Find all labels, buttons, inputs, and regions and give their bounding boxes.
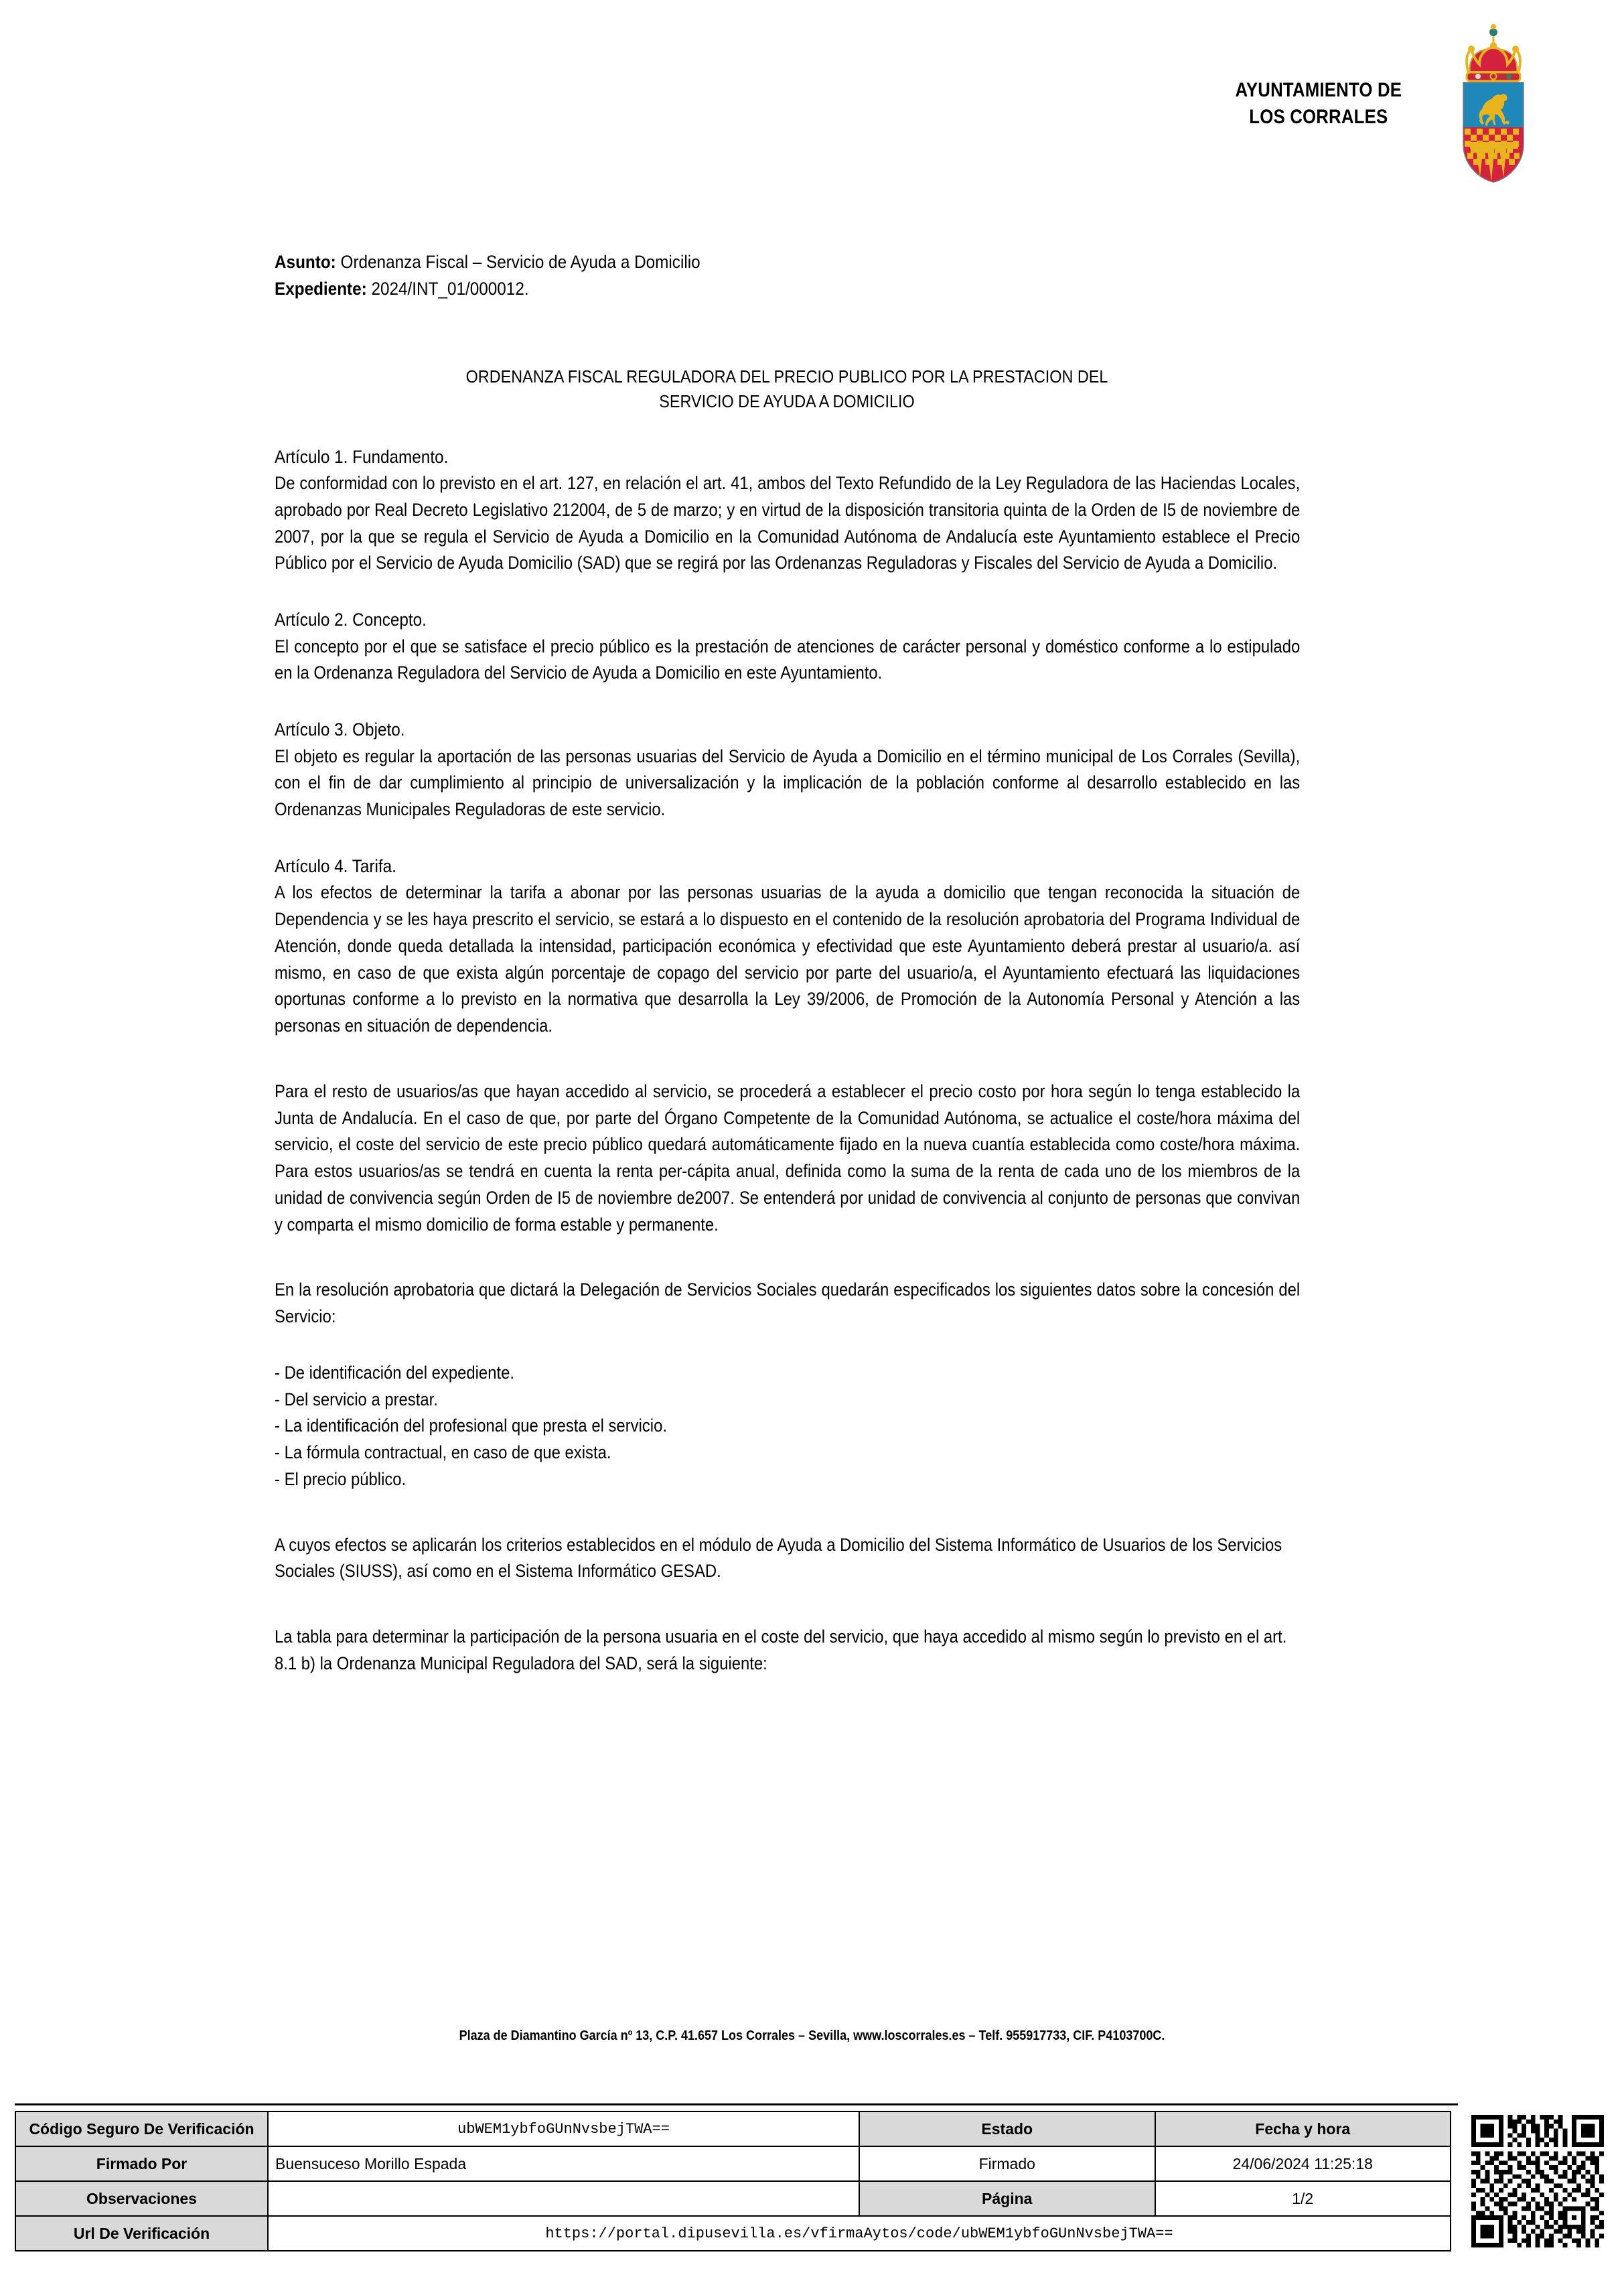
- article-1-heading: Artículo 1. Fundamento.: [275, 446, 449, 467]
- document-title-line-1: ORDENANZA FISCAL REGULADORA DEL PRECIO PUBLICO POR LA PRESTACION DEL: [465, 366, 1108, 387]
- article-2-body: El concepto por el que se satisface el precio público es la prestación de atenciones de carácter personal y doméstico conforme a lo estipulado en la Ordenanza Reguladora del Servicio de Ayuda a Domicilio en este Ayuntamiento.: [275, 636, 1301, 683]
- asunto-label: Asunto:: [275, 252, 336, 272]
- paragraph-criterios: A cuyos efectos se aplicarán los criterios establecidos en el módulo de Ayuda a Domicilio del Sistema Informático de Usuarios de los Servicios Sociales (SIUSS), así como en el Sistema Informático GESAD.: [275, 1534, 1282, 1582]
- coat-of-arms-icon: [1430, 20, 1557, 188]
- csv-value: ubWEM1ybfoGUnNvsbejTWA==: [268, 2111, 859, 2146]
- letterhead-text: [1235, 77, 1402, 131]
- table-row: [15, 2146, 1451, 2181]
- qr-code-icon: [1471, 2115, 1604, 2247]
- letterhead-line-2: LOS CORRALES: [1249, 106, 1388, 128]
- paragraph-resto-usuarios: Para el resto de usuarios/as que hayan accedido al servicio, se procederá a establecer el precio costo por hora según lo tenga establecido la Junta de Andalucía. En el caso de que, por parte del Órgano Competente de la Comunidad Autónoma, se actualice el coste/hora máxima del servicio, el coste del servicio de este precio público quedará automáticamente fijado en la nueva cuantía establecida como coste/hora máxima. Para estos usuarios/as se tendrá en cuenta la renta per-cápita anual, definida como la suma de la renta de cada uno de los miembros de la unidad de convivencia según Orden de I5 de noviembre de2007. Se entenderá por unidad de convivencia al conjunto de personas que convivan y comparta el mismo domicilio de forma estable y permanente.: [275, 1081, 1301, 1235]
- list-item: - El precio público.: [275, 1468, 407, 1489]
- expediente-value: 2024/INT_01/000012.: [366, 278, 529, 299]
- estado-header: Estado: [859, 2111, 1155, 2146]
- article-2-heading: Artículo 2. Concepto.: [275, 610, 427, 630]
- expediente-label: Expediente:: [275, 278, 367, 299]
- observaciones-label: Observaciones: [15, 2181, 268, 2216]
- estado-value: Firmado: [859, 2146, 1155, 2181]
- csv-label: Código Seguro De Verificación: [15, 2111, 268, 2146]
- table-row: [15, 2111, 1451, 2146]
- article-4-heading: Artículo 4. Tarifa.: [275, 855, 396, 876]
- article-4-body: A los efectos de determinar la tarifa a abonar por las personas usuarias de la ayuda a domicilio que tengan reconocida la situación de Dependencia y se les haya prescrito el servicio, se estará a lo dispuesto en el contenido de la resolución aprobatoria del Programa Individual de Atención, donde queda detallada la intensidad, participación económica y efectividad que este Ayuntamiento deberá prestar al usuario/a. así mismo, en caso de que exista algún porcentaje de copago del servicio por parte del usuario/a, el Ayuntamiento efectuará las liquidaciones oportunas conforme a lo previsto en la normativa que desarrolla la Ley 39/2006, de Promoción de la Autonomía Personal y Atención a las personas en situación de dependencia.: [275, 882, 1301, 1036]
- article-1-body: De conformidad con lo previsto en el art. 127, en relación el art. 41, ambos del Texto Refundido de la Ley Reguladora de las Haciendas Locales, aprobado por Real Decreto Legislativo 212004, de 5 de marzo; y en virtud de la disposición transitoria quinta de la Orden de I5 de noviembre de 2007, por la que se regula el Servicio de Ayuda a Domicilio en la Comunidad Autónoma de Andalucía este Ayuntamiento establece el Precio Público por el Servicio de Ayuda Domicilio (SAD) que se regirá por las Ordenanzas Reguladoras y Fiscales del Servicio de Ayuda a Domicilio.: [275, 473, 1301, 573]
- verification-block: [15, 2103, 1609, 2251]
- fecha-hora-header: Fecha y hora: [1155, 2111, 1451, 2146]
- expediente-line: [275, 276, 1197, 303]
- url-label: Url De Verificación: [15, 2216, 268, 2251]
- firmado-por-value: Buensuceso Morillo Espada: [268, 2146, 859, 2181]
- article-3-heading: Artículo 3. Objeto.: [275, 719, 405, 740]
- firmado-por-label: Firmado Por: [15, 2146, 268, 2181]
- service-data-list: [275, 1360, 1300, 1493]
- pagina-value: 1/2: [1155, 2181, 1451, 2216]
- asunto-line: [275, 249, 1197, 276]
- footer-address: Plaza de Diamantino García nº 13, C.P. 41.657 Los Corrales – Sevilla, www.loscorrales.es – Telf. 955917733, CIF. P4103700C.: [459, 2028, 1165, 2043]
- letterhead-line-1: AYUNTAMIENTO DE: [1235, 78, 1402, 101]
- list-item: - La fórmula contractual, en caso de que exista.: [275, 1442, 611, 1463]
- letterhead: [1208, 20, 1557, 188]
- list-item: - La identificación del profesional que presta el servicio.: [275, 1415, 667, 1436]
- article-3-body: El objeto es regular la aportación de las personas usuarias del Servicio de Ayuda a Domicilio en el término municipal de Los Corrales (Sevilla), con el fin de dar cumplimiento al principio de universalización y la implicación de la población conforme al desarrollo establecido en las Ordenanzas Municipales Reguladoras de este servicio.: [275, 746, 1301, 820]
- document-title: [326, 364, 1248, 414]
- table-row: [15, 2216, 1451, 2251]
- observaciones-value: [268, 2181, 859, 2216]
- paragraph-tabla-intro: La tabla para determinar la participación de la persona usuaria en el coste del servicio, que haya accedido al mismo según lo previsto en el art. 8.1 b) la Ordenanza Municipal Reguladora del SAD, será la siguiente:: [275, 1626, 1287, 1673]
- fecha-hora-value: 24/06/2024 11:25:18: [1155, 2146, 1451, 2181]
- list-item: - De identificación del expediente.: [275, 1362, 514, 1383]
- pagina-label: Página: [859, 2181, 1155, 2216]
- document-title-line-2: SERVICIO DE AYUDA A DOMICILIO: [659, 391, 915, 411]
- verification-divider: [15, 2103, 1458, 2105]
- paragraph-resolucion: En la resolución aprobatoria que dictará la Delegación de Servicios Sociales quedarán especificados los siguientes datos sobre la concesión del Servicio:: [275, 1279, 1301, 1327]
- list-item: - Del servicio a prestar.: [275, 1389, 438, 1409]
- url-value[interactable]: https://portal.dipusevilla.es/vfirmaAytos/code/ubWEM1ybfoGUnNvsbejTWA==: [268, 2216, 1451, 2251]
- asunto-value: Ordenanza Fiscal – Servicio de Ayuda a Domicilio: [336, 252, 700, 272]
- document-body: [275, 249, 1299, 1677]
- verification-table: [15, 2111, 1451, 2251]
- table-row: [15, 2181, 1451, 2216]
